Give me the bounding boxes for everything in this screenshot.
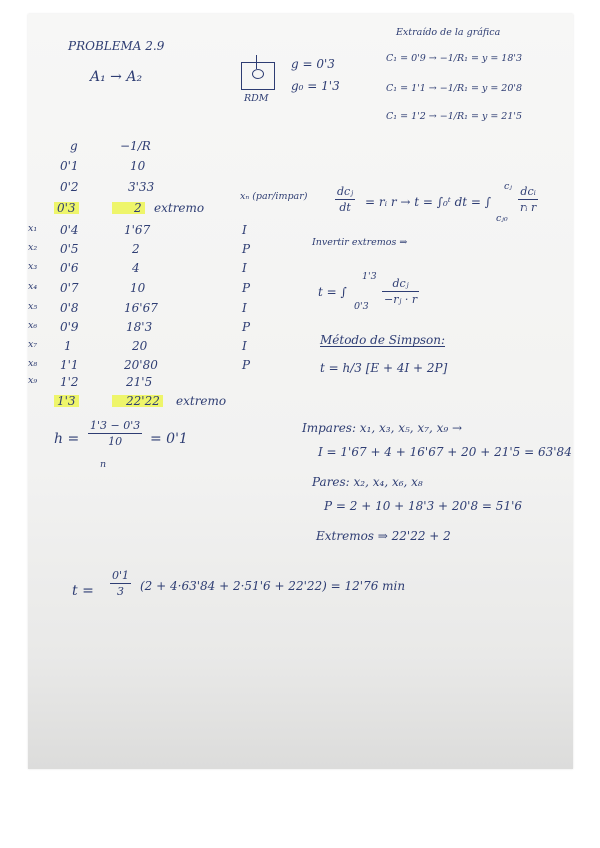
table-row bbox=[28, 302, 268, 314]
problem-title: PROBLEMA 2.9 bbox=[68, 39, 165, 53]
row-note: extremo bbox=[176, 394, 227, 408]
row-note: I bbox=[242, 261, 247, 275]
h-result: = 0'1 bbox=[150, 431, 188, 447]
row-label: x₃ bbox=[28, 261, 38, 272]
table-row bbox=[28, 321, 268, 333]
g-value: g = 0'3 bbox=[291, 57, 335, 71]
g0-value: g₀ = 1'3 bbox=[291, 79, 340, 93]
row-note: I bbox=[242, 301, 247, 315]
row-g: 0'1 bbox=[60, 159, 79, 173]
integral-upper-limit: cⱼ bbox=[504, 181, 512, 192]
table-row bbox=[28, 243, 268, 255]
table-row bbox=[28, 224, 268, 236]
row-rate: 16'67 bbox=[124, 301, 158, 315]
row-rate: 22'22 bbox=[112, 395, 163, 407]
even-terms-sum: P = 2 + 10 + 18'3 + 20'8 = 51'6 bbox=[324, 499, 523, 513]
row-rate: 1'67 bbox=[124, 223, 151, 237]
final-result: (2 + 4·63'84 + 2·51'6 + 22'22) = 12'76 min bbox=[140, 579, 406, 593]
reactor-label: RDM bbox=[244, 93, 269, 104]
derivative-fraction bbox=[335, 186, 355, 213]
odd-terms-sum: I = 1'67 + 4 + 16'67 + 20 + 21'5 = 63'84 bbox=[318, 445, 572, 459]
table-header-g: g bbox=[70, 139, 78, 153]
row-g: 1'2 bbox=[60, 375, 79, 389]
row-g: 0'5 bbox=[60, 242, 79, 256]
derivative-denominator: dt bbox=[339, 201, 351, 214]
time-integral-lower: 0'3 bbox=[354, 301, 369, 312]
graph-note-line: C₁ = 1'2 → −1/R₁ = y = 21'5 bbox=[386, 111, 523, 122]
time-integrand-denominator: −rⱼ · r bbox=[384, 293, 418, 306]
scanned-sheet bbox=[28, 14, 573, 769]
row-note: P bbox=[242, 281, 251, 295]
table-row bbox=[28, 282, 268, 294]
table-row bbox=[28, 359, 268, 371]
integrand-numerator: dcᵢ bbox=[520, 185, 536, 198]
row-note: P bbox=[242, 242, 251, 256]
simpson-formula: t = h/3 [E + 4I + 2P] bbox=[320, 361, 448, 375]
row-rate: 10 bbox=[130, 281, 146, 295]
xn-label: xₙ (par/impar) bbox=[240, 191, 308, 202]
row-g: 0'2 bbox=[60, 180, 79, 194]
derivative-numerator: dcⱼ bbox=[337, 185, 354, 198]
row-rate: 21'5 bbox=[126, 375, 153, 389]
table-row bbox=[28, 340, 268, 352]
integrand-fraction bbox=[518, 186, 538, 213]
row-rate: 2 bbox=[132, 242, 140, 256]
n-annotation: n bbox=[100, 459, 107, 470]
fraction-bar bbox=[335, 199, 355, 200]
table-row bbox=[28, 160, 248, 172]
fraction-bar bbox=[88, 433, 142, 434]
rate-equation: = rᵢ r → t = ∫₀ᵗ dt = ∫ bbox=[365, 195, 492, 209]
table-row bbox=[28, 181, 248, 193]
row-g: 0'3 bbox=[54, 202, 79, 214]
table-row bbox=[28, 202, 248, 214]
table-header-rate: −1/R bbox=[120, 139, 151, 153]
h-label: h = bbox=[54, 431, 80, 447]
fraction-bar bbox=[110, 583, 131, 584]
row-note: extremo bbox=[154, 201, 205, 215]
table-row bbox=[28, 262, 268, 274]
fraction-bar bbox=[518, 199, 538, 200]
even-terms-heading: Pares: x₂, x₄, x₆, x₈ bbox=[312, 475, 423, 489]
row-label: x₄ bbox=[28, 281, 38, 292]
row-rate: 18'3 bbox=[126, 320, 153, 334]
row-label: x₆ bbox=[28, 320, 38, 331]
final-t-label: t = bbox=[72, 583, 94, 599]
row-note: I bbox=[242, 223, 247, 237]
row-note: I bbox=[242, 339, 247, 353]
row-g: 0'6 bbox=[60, 261, 79, 275]
time-integrand bbox=[382, 278, 419, 305]
table-row bbox=[28, 376, 268, 388]
row-g: 0'8 bbox=[60, 301, 79, 315]
graph-note-line: C₁ = 0'9 → −1/R₁ = y = 18'3 bbox=[386, 53, 523, 64]
invert-limits-note: Invertir extremos ⇒ bbox=[312, 237, 408, 248]
final-fraction bbox=[110, 570, 131, 597]
row-label: x₉ bbox=[28, 375, 38, 386]
integral-lower-limit: cⱼ₀ bbox=[496, 213, 508, 224]
integrand-denominator: rᵢ r bbox=[520, 201, 537, 214]
time-integral: t = ∫ bbox=[318, 285, 347, 299]
row-label: x₅ bbox=[28, 301, 38, 312]
table-row bbox=[28, 395, 268, 407]
row-rate: 2 bbox=[112, 202, 145, 214]
row-g: 1'1 bbox=[60, 358, 79, 372]
fraction-bar bbox=[382, 291, 419, 292]
row-note: P bbox=[242, 320, 251, 334]
reaction-equation: A₁ → A₂ bbox=[90, 69, 143, 85]
graph-note-title: Extraído de la gráfica bbox=[396, 27, 501, 38]
row-g: 0'4 bbox=[60, 223, 79, 237]
row-label: x₂ bbox=[28, 242, 38, 253]
row-g: 0'7 bbox=[60, 281, 79, 295]
time-integral-upper: 1'3 bbox=[362, 271, 377, 282]
row-note: P bbox=[242, 358, 251, 372]
final-numerator: 0'1 bbox=[112, 569, 130, 582]
graph-note-line: C₁ = 1'1 → −1/R₁ = y = 20'8 bbox=[386, 83, 523, 94]
h-denominator: 10 bbox=[108, 435, 123, 448]
row-rate: 10 bbox=[130, 159, 146, 173]
time-integrand-numerator: dcⱼ bbox=[392, 277, 409, 290]
simpson-method-title: Método de Simpson: bbox=[320, 333, 446, 347]
endpoints-sum: Extremos ⇒ 22'22 + 2 bbox=[316, 529, 451, 543]
h-fraction bbox=[88, 420, 142, 447]
odd-terms-heading: Impares: x₁, x₃, x₅, x₇, x₉ → bbox=[302, 421, 463, 435]
reactor-sketch bbox=[241, 62, 275, 90]
final-denominator: 3 bbox=[117, 585, 125, 598]
stirrer-shaft bbox=[256, 55, 257, 69]
row-label: x₇ bbox=[28, 339, 38, 350]
row-label: x₈ bbox=[28, 358, 38, 369]
row-rate: 20'80 bbox=[124, 358, 158, 372]
row-rate: 20 bbox=[132, 339, 148, 353]
row-g: 0'9 bbox=[60, 320, 79, 334]
row-rate: 4 bbox=[132, 261, 140, 275]
row-rate: 3'33 bbox=[128, 180, 155, 194]
stirrer-blade bbox=[252, 69, 264, 79]
row-g: 1'3 bbox=[54, 395, 79, 407]
row-label: x₁ bbox=[28, 223, 38, 234]
h-numerator: 1'3 − 0'3 bbox=[90, 419, 141, 432]
row-g: 1 bbox=[64, 339, 72, 353]
